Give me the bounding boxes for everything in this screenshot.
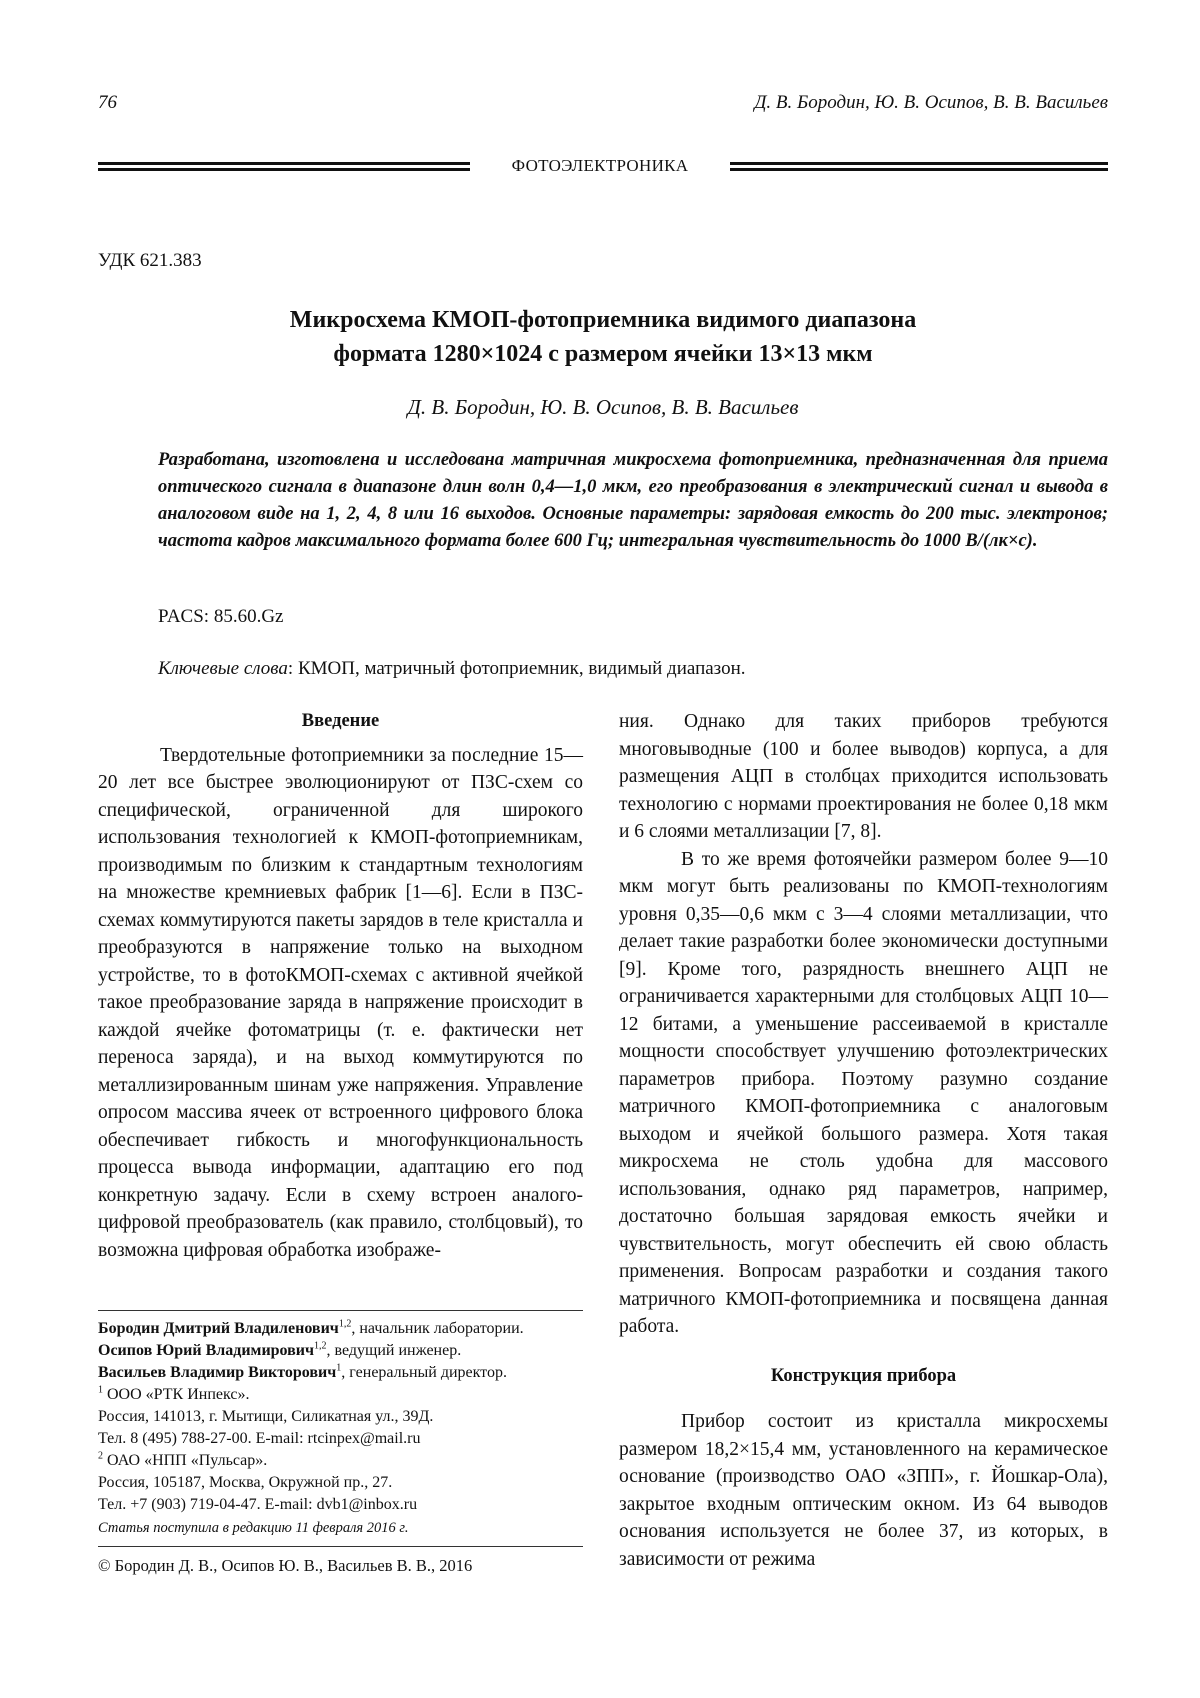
author-2-role: , ведущий инженер. <box>326 1342 462 1359</box>
pacs-code: PACS: 85.60.Gz <box>158 606 284 627</box>
footnote-author-1 <box>98 1318 598 1340</box>
author-3-affiliation-mark: 1 <box>336 1362 342 1374</box>
author-1-affiliation-mark: 1,2 <box>338 1318 352 1330</box>
udk-code: УДК 621.383 <box>98 250 202 271</box>
org-1-name: ООО «РТК Инпекс». <box>103 1386 250 1403</box>
author-3-name: Васильев Владимир Викторович <box>98 1364 337 1381</box>
intro-paragraph-1-continued: ния. Однако для таких приборов требуются многовыводные (100 и более выводов) корпуса, а для размещения АЦП в столбцах приходится использовать технологию с нормами проектирования не более 0,18 мкм и 6 слоями металлизации [7, 8]. <box>619 711 1108 842</box>
copyright-notice: © Бородин Д. В., Осипов Ю. В., Васильев В. В., 2016 <box>98 1556 473 1575</box>
org-2-mark: 2 <box>98 1450 103 1462</box>
footnote-author-3 <box>98 1362 598 1384</box>
title-line-2: формата 1280×1024 с размером ячейки 13×13 мкм <box>333 341 873 367</box>
footnote-divider <box>98 1310 583 1311</box>
org-1-mark: 1 <box>98 1384 103 1396</box>
intro-paragraph-2: В то же время фотоячейки размером более 9—10 мкм могут быть реализованы по КМОП-технологиям уровня 0,35—0,6 мкм с 3—4 слоями металлизации, что делает такие разработки более экономически доступными [9]. Кроме того, разрядность внешнего АЦП не ограничивается характерными для столбцовых АЦП 10—12 битами, а уменьшение рассеиваемой в кристалле мощности способствует улучшению фотоэлектрических параметров прибора. Поэтому разумно создание матричного КМОП-фотоприемника с аналоговым выходом и ячейкой большого размера. Хотя такая микросхема не столь удобна для массового использования, однако ряд параметров, например, достаточно большая зарядовая емкость ячейки и чувствительность, могут обеспечить ей свою область применения. Вопросам разработки и создания такого матричного КМОП-фотоприемника и посвящена данная работа. <box>619 848 1108 1337</box>
author-footnotes <box>98 1318 598 1516</box>
footnote-org-1 <box>98 1384 598 1406</box>
received-date: Статья поступила в редакцию 11 февраля 2016 г. <box>98 1520 409 1536</box>
author-1-role: , начальник лаборатории. <box>351 1320 524 1337</box>
author-1-name: Бородин Дмитрий Владиленович <box>98 1320 339 1337</box>
author-3-role: , генеральный директор. <box>341 1364 507 1381</box>
keywords <box>158 658 746 680</box>
author-2-name: Осипов Юрий Владимирович <box>98 1342 315 1359</box>
footnote-org-2-contact: Тел. +7 (903) 719-04-47. E-mail: dvb1@inbox.ru <box>98 1496 418 1513</box>
article-title <box>98 303 1108 371</box>
left-column <box>98 708 583 1264</box>
footnote-org-2-address: Россия, 105187, Москва, Окружной пр., 27. <box>98 1474 393 1491</box>
construction-paragraph-1: Прибор состоит из кристалла микросхемы размером 18,2×15,4 мм, установленного на керамическое основание (производство ОАО «ЗПП», г. Йошкар-Ола), закрытое входным оптическим окном. Из 64 выводов основания используется не более 37, из которых, в зависимости от режима <box>619 1411 1108 1570</box>
page-number: 76 <box>98 92 117 113</box>
article-authors: Д. В. Бородин, Ю. В. Осипов, В. В. Васильев <box>407 395 799 419</box>
footnote-org-1-contact: Тел. 8 (495) 788-27-00. E-mail: rtcinpex@mail.ru <box>98 1430 421 1447</box>
footnote-author-2 <box>98 1340 598 1362</box>
intro-heading: Введение <box>301 711 380 731</box>
keywords-text: : КМОП, матричный фотоприемник, видимый диапазон. <box>287 658 746 679</box>
abstract: Разработана, изготовлена и исследована матричная микросхема фотоприемника, предназначенная для приема оптического сигнала в диапазоне длин волн 0,4—1,0 мкм, его преобразования в электрический сигнал и вывода в аналоговом виде на 1, 2, 4, 8 или 16 выходов. Основные параметры: зарядовая емкость до 200 тыс. электронов; частота кадров максимального формата более 600 Гц; интегральная чувствительность до 1000 В/(лк×с). <box>158 450 1108 551</box>
copyright-divider <box>98 1546 583 1547</box>
footnote-org-2 <box>98 1450 598 1472</box>
running-header-authors: Д. В. Бородин, Ю. В. Осипов, В. В. Васильев <box>754 92 1108 113</box>
right-column <box>619 708 1108 1573</box>
section-title: ФОТОЭЛЕКТРОНИКА <box>511 156 689 175</box>
author-2-affiliation-mark: 1,2 <box>314 1340 327 1352</box>
section-rule-left <box>98 162 470 171</box>
footnote-org-1-address: Россия, 141013, г. Мытищи, Силикатная ул., 39Д. <box>98 1408 434 1425</box>
construction-heading: Конструкция прибора <box>770 1365 957 1386</box>
title-line-1: Микросхема КМОП-фотоприемника видимого диапазона <box>289 307 917 333</box>
keywords-label: Ключевые слова <box>158 658 288 679</box>
org-2-name: ОАО «НПП «Пульсар». <box>103 1452 268 1469</box>
section-rule-right <box>730 162 1108 171</box>
intro-paragraph-1: Твердотельные фотоприемники за последние 15—20 лет все быстрее эволюционируют от ПЗС-схем со специфической, ограниченной для широкого использования технологией к КМОП-фотоприемникам, производимым по близким к стандартным технологиям на множестве кремниевых фабрик [1—6]. Если в ПЗС-схемах коммутируются пакеты зарядов в теле кристалла и преобразуются в напряжение только на выходном устройстве, то в фотоКМОП-схемах с активной ячейкой такое преобразование заряда в напряжение происходит в каждой ячейке фотоматрицы (т. е. фактически нет переноса заряда), и на выход коммутируются по металлизированным шинам уже напряжения. Управление опросом массива ячеек от встроенного цифрового блока обеспечивает гибкость и многофункциональность процесса вывода информации, адаптацию его под конкретную задачу. Если в схему встроен аналого-цифровой преобразователь (как правило, столбцовый), то возможна цифровая обработка изображе- <box>98 744 583 1261</box>
